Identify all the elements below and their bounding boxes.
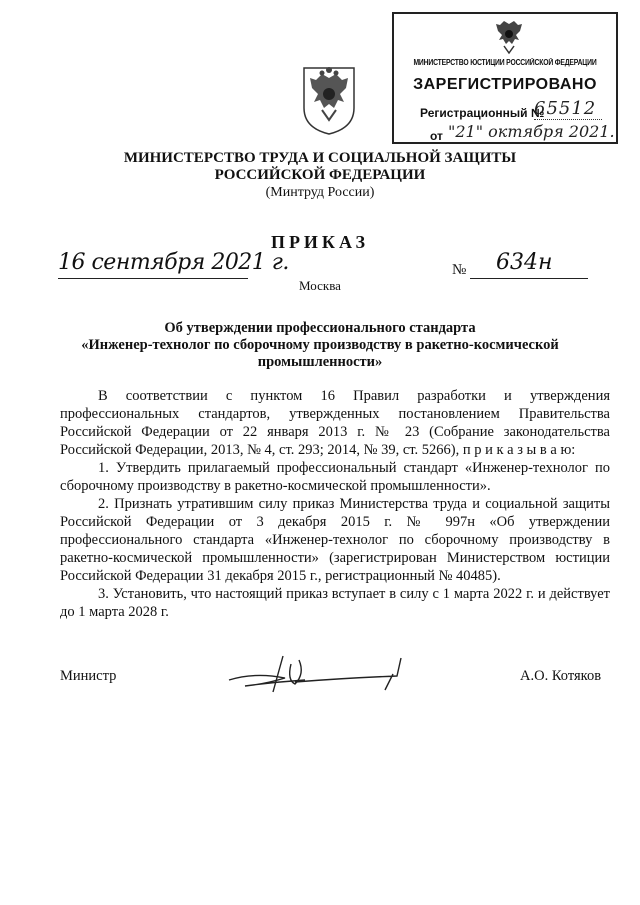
number-sign: № [452,262,467,278]
document-type: ПРИКАЗ [270,232,370,252]
order-body [60,387,610,621]
stamp-reg-number: 65512 [534,98,597,119]
signatory-name: А.О. Котяков [520,668,602,684]
handwritten-signature [225,650,415,696]
order-number: 634н [496,250,553,275]
coat-of-arms-emblem-icon [300,64,358,136]
order-title-line3: промышленности» [257,354,383,370]
order-date: 16 сентября 2021 г. [58,250,289,275]
body-paragraph-2: 2. Признать утратившим силу приказ Министерства труда и социальной защиты Российской Федерации от 3 декабря 2015 г. № 997н «Об утверждении профессионального стандарта «Инженер-технолог по сборочному производству в ракетно-космической промышленности» (зарегистрирован Министерством юстиции Российской Федерации 31 декабря 2015 г., регистрационный № 40485). [60,496,610,584]
ministry-short-name: (Минтруд России) [265,185,375,200]
stamp-date-prefix: от [430,129,443,143]
signatory-title: Министр [60,668,117,684]
stamp-ministry-name: МИНИСТЕРСТВО ЮСТИЦИИ РОССИЙСКОЙ ФЕДЕРАЦИИ [413,58,597,67]
stamp-date-value: "21" октября 2021. [448,122,615,141]
stamp-emblem-icon [494,18,524,56]
body-paragraph-3: 3. Установить, что настоящий приказ вступает в силу с 1 марта 2022 г. и действует до 1 марта 2028 г. [60,586,610,620]
body-paragraph-1: 1. Утвердить прилагаемый профессиональный стандарт «Инженер-технолог по сборочному производству в ракетно-космической промышленности». [60,460,610,494]
stamp-reg-label: Регистрационный № [420,106,545,120]
registration-stamp [392,12,618,144]
ministry-name-line2: РОССИЙСКОЙ ФЕДЕРАЦИИ [214,167,426,183]
ministry-name-line1: МИНИСТЕРСТВО ТРУДА И СОЦИАЛЬНОЙ ЗАЩИТЫ [123,150,517,166]
stamp-reg-underline [534,119,602,120]
body-paragraph-preamble: В соответствии с пунктом 16 Правил разработки и утверждения профессиональных стандартов, утвержденных постановлением Правительства Российской Федерации от 22 января 2013 г. № 23 (Собрание законодательства Российской Федерации, 2013, № 4, ст. 293; 2014, № 39, ст. 5266), п р и к а з ы в а ю: [60,388,610,458]
city: Москва [299,278,341,293]
order-title-line1: Об утверждении профессионального стандарта [164,320,476,336]
stamp-status: ЗАРЕГИСТРИРОВАНО [413,76,597,93]
order-title-line2: «Инженер-технолог по сборочному производству в ракетно-космической [81,337,559,353]
